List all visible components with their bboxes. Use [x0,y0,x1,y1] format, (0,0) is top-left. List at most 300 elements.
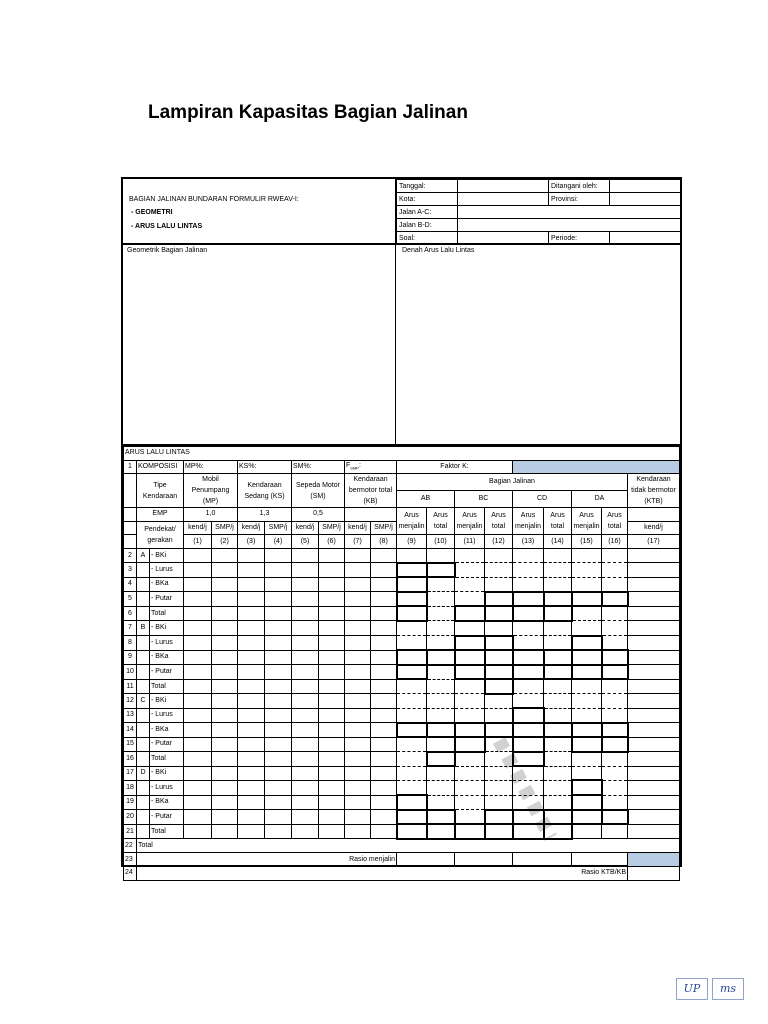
bagian-cell[interactable] [602,577,628,592]
flow-cell[interactable] [212,780,238,795]
flow-cell[interactable] [212,810,238,825]
flow-cell[interactable] [345,795,371,810]
bagian-cell[interactable] [544,650,572,665]
bagian-cell[interactable] [572,737,602,752]
bagian-cell[interactable] [544,795,572,810]
bagian-cell[interactable] [513,679,544,694]
flow-cell[interactable] [371,650,397,665]
bagian-cell[interactable] [485,810,513,825]
ktb-cell[interactable] [628,723,680,738]
bagian-cell[interactable] [572,708,602,723]
bagian-cell[interactable] [602,694,628,708]
flow-cell[interactable] [184,621,212,636]
bagian-cell[interactable] [455,723,485,738]
bagian-cell[interactable] [485,606,513,621]
flow-cell[interactable] [371,621,397,636]
bagian-cell[interactable] [427,780,455,795]
flow-cell[interactable] [292,606,319,621]
ktb-cell[interactable] [628,606,680,621]
bagian-cell[interactable] [544,679,572,694]
bagian-cell[interactable] [602,548,628,562]
flow-cell[interactable] [265,679,292,694]
bagian-cell[interactable] [572,824,602,839]
bagian-cell[interactable] [544,708,572,723]
bagian-cell[interactable] [455,577,485,592]
flow-cell[interactable] [345,548,371,562]
bagian-cell[interactable] [455,621,485,636]
flow-cell[interactable] [292,810,319,825]
flow-cell[interactable] [319,824,345,839]
bagian-cell[interactable] [397,563,427,578]
flow-cell[interactable] [345,810,371,825]
ktb-cell[interactable] [628,824,680,839]
bagian-cell[interactable] [544,563,572,578]
flow-cell[interactable] [319,723,345,738]
bagian-cell[interactable] [485,824,513,839]
flow-cell[interactable] [184,766,212,780]
ktb-cell[interactable] [628,665,680,680]
bagian-cell[interactable] [544,737,572,752]
bagian-cell[interactable] [427,708,455,723]
flow-cell[interactable] [265,737,292,752]
bagian-cell[interactable] [455,737,485,752]
flow-cell[interactable] [184,780,212,795]
bagian-cell[interactable] [485,636,513,651]
flow-cell[interactable] [265,636,292,651]
bagian-cell[interactable] [572,766,602,780]
flow-cell[interactable] [371,737,397,752]
flow-cell[interactable] [319,752,345,767]
bagian-cell[interactable] [544,548,572,562]
flow-cell[interactable] [292,694,319,708]
flow-cell[interactable] [319,766,345,780]
bagian-cell[interactable] [544,752,572,767]
flow-cell[interactable] [292,621,319,636]
flow-cell[interactable] [319,810,345,825]
bagian-cell[interactable] [572,665,602,680]
panel-geometrik[interactable] [123,245,396,444]
flow-cell[interactable] [345,723,371,738]
flow-cell[interactable] [371,795,397,810]
flow-cell[interactable] [212,665,238,680]
bagian-cell[interactable] [485,650,513,665]
bagian-cell[interactable] [455,592,485,607]
flow-cell[interactable] [184,548,212,562]
bagian-cell[interactable] [455,780,485,795]
bagian-cell[interactable] [397,636,427,651]
bagian-cell[interactable] [544,621,572,636]
bagian-cell[interactable] [397,694,427,708]
field-jalan-bd[interactable] [458,219,682,232]
bagian-cell[interactable] [485,780,513,795]
flow-cell[interactable] [345,780,371,795]
rasio-da[interactable] [572,853,628,867]
bagian-cell[interactable] [455,650,485,665]
bagian-cell[interactable] [427,766,455,780]
bagian-cell[interactable] [397,810,427,825]
flow-cell[interactable] [345,679,371,694]
rasio-ab[interactable] [397,853,455,867]
flow-cell[interactable] [212,766,238,780]
flow-cell[interactable] [292,548,319,562]
flow-cell[interactable] [265,694,292,708]
bagian-cell[interactable] [513,548,544,562]
flow-cell[interactable] [292,780,319,795]
ktb-cell[interactable] [628,679,680,694]
flow-cell[interactable] [184,592,212,607]
bagian-cell[interactable] [485,563,513,578]
rasio-ktb-value[interactable] [628,867,680,881]
bagian-cell[interactable] [397,650,427,665]
field-ditangani[interactable] [610,180,682,193]
bagian-cell[interactable] [485,577,513,592]
bagian-cell[interactable] [602,563,628,578]
bagian-cell[interactable] [427,694,455,708]
bagian-cell[interactable] [397,737,427,752]
bagian-cell[interactable] [572,752,602,767]
flow-cell[interactable] [212,592,238,607]
bagian-cell[interactable] [427,679,455,694]
flow-cell[interactable] [184,606,212,621]
flow-cell[interactable] [265,795,292,810]
flow-cell[interactable] [292,766,319,780]
flow-cell[interactable] [371,694,397,708]
bagian-cell[interactable] [572,723,602,738]
flow-cell[interactable] [184,810,212,825]
flow-cell[interactable] [184,577,212,592]
bagian-cell[interactable] [427,592,455,607]
flow-cell[interactable] [265,592,292,607]
flow-cell[interactable] [292,752,319,767]
flow-cell[interactable] [238,650,265,665]
flow-cell[interactable] [238,723,265,738]
flow-cell[interactable] [371,824,397,839]
flow-cell[interactable] [345,752,371,767]
bagian-cell[interactable] [397,723,427,738]
flow-cell[interactable] [345,824,371,839]
flow-cell[interactable] [184,636,212,651]
field-jalan-ac[interactable] [458,206,682,219]
flow-cell[interactable] [238,752,265,767]
flow-cell[interactable] [292,679,319,694]
bagian-cell[interactable] [513,563,544,578]
flow-cell[interactable] [319,679,345,694]
flow-cell[interactable] [319,636,345,651]
bagian-cell[interactable] [427,810,455,825]
flow-cell[interactable] [371,665,397,680]
bagian-cell[interactable] [602,621,628,636]
flow-cell[interactable] [265,577,292,592]
flow-cell[interactable] [371,679,397,694]
ks-percent[interactable]: KS%: [238,460,292,474]
flow-cell[interactable] [265,606,292,621]
flow-cell[interactable] [371,752,397,767]
flow-cell[interactable] [345,563,371,578]
bagian-cell[interactable] [455,766,485,780]
flow-cell[interactable] [371,708,397,723]
flow-cell[interactable] [212,708,238,723]
ktb-cell[interactable] [628,766,680,780]
flow-cell[interactable] [292,665,319,680]
bagian-cell[interactable] [455,708,485,723]
flow-cell[interactable] [184,665,212,680]
bagian-cell[interactable] [397,752,427,767]
bagian-cell[interactable] [513,592,544,607]
bagian-cell[interactable] [455,694,485,708]
flow-cell[interactable] [371,723,397,738]
bagian-cell[interactable] [513,665,544,680]
bagian-cell[interactable] [427,577,455,592]
flow-cell[interactable] [319,606,345,621]
flow-cell[interactable] [319,795,345,810]
field-provinsi[interactable] [610,193,682,206]
flow-cell[interactable] [345,665,371,680]
flow-cell[interactable] [319,650,345,665]
flow-cell[interactable] [184,795,212,810]
flow-cell[interactable] [371,577,397,592]
bagian-cell[interactable] [427,752,455,767]
bagian-cell[interactable] [485,665,513,680]
bagian-cell[interactable] [513,694,544,708]
bagian-cell[interactable] [485,592,513,607]
flow-cell[interactable] [345,708,371,723]
bagian-cell[interactable] [397,592,427,607]
flow-cell[interactable] [319,694,345,708]
bagian-cell[interactable] [455,752,485,767]
ktb-cell[interactable] [628,752,680,767]
ktb-cell[interactable] [628,708,680,723]
ktb-cell[interactable] [628,780,680,795]
flow-cell[interactable] [238,737,265,752]
flow-cell[interactable] [292,824,319,839]
bagian-cell[interactable] [427,795,455,810]
flow-cell[interactable] [212,679,238,694]
bagian-cell[interactable] [485,723,513,738]
flow-cell[interactable] [345,737,371,752]
bagian-cell[interactable] [572,621,602,636]
flow-cell[interactable] [345,636,371,651]
flow-cell[interactable] [265,548,292,562]
field-kota[interactable] [458,193,549,206]
flow-cell[interactable] [345,766,371,780]
bagian-cell[interactable] [602,824,628,839]
bagian-cell[interactable] [455,795,485,810]
bagian-cell[interactable] [397,824,427,839]
bagian-cell[interactable] [485,795,513,810]
bagian-cell[interactable] [572,694,602,708]
bagian-cell[interactable] [544,780,572,795]
flow-cell[interactable] [345,621,371,636]
bagian-cell[interactable] [397,665,427,680]
flow-cell[interactable] [212,650,238,665]
faktor-k[interactable]: Faktor K: [397,460,513,474]
ktb-cell[interactable] [628,810,680,825]
bagian-cell[interactable] [544,592,572,607]
bagian-cell[interactable] [602,636,628,651]
bagian-cell[interactable] [427,824,455,839]
bagian-cell[interactable] [455,563,485,578]
flow-cell[interactable] [238,766,265,780]
flow-cell[interactable] [212,621,238,636]
bagian-cell[interactable] [572,780,602,795]
flow-cell[interactable] [265,780,292,795]
flow-cell[interactable] [238,548,265,562]
flow-cell[interactable] [371,606,397,621]
bagian-cell[interactable] [427,606,455,621]
flow-cell[interactable] [212,636,238,651]
flow-cell[interactable] [265,665,292,680]
bagian-cell[interactable] [602,795,628,810]
bagian-cell[interactable] [455,824,485,839]
ktb-cell[interactable] [628,563,680,578]
flow-cell[interactable] [345,694,371,708]
flow-cell[interactable] [212,795,238,810]
ktb-cell[interactable] [628,577,680,592]
ktb-cell[interactable] [628,548,680,562]
flow-cell[interactable] [265,723,292,738]
flow-cell[interactable] [319,737,345,752]
bagian-cell[interactable] [513,577,544,592]
flow-cell[interactable] [184,752,212,767]
bagian-cell[interactable] [544,723,572,738]
flow-cell[interactable] [292,723,319,738]
flow-cell[interactable] [212,606,238,621]
flow-cell[interactable] [265,650,292,665]
flow-cell[interactable] [184,679,212,694]
flow-cell[interactable] [371,592,397,607]
field-tanggal[interactable] [458,180,549,193]
bagian-cell[interactable] [572,563,602,578]
bagian-cell[interactable] [455,606,485,621]
flow-cell[interactable] [238,824,265,839]
flow-cell[interactable] [319,780,345,795]
bagian-cell[interactable] [572,606,602,621]
bagian-cell[interactable] [485,694,513,708]
bagian-cell[interactable] [513,650,544,665]
flow-cell[interactable] [292,708,319,723]
bagian-cell[interactable] [602,810,628,825]
bagian-cell[interactable] [485,679,513,694]
bagian-cell[interactable] [602,679,628,694]
bagian-cell[interactable] [455,548,485,562]
flow-cell[interactable] [238,621,265,636]
bagian-cell[interactable] [544,606,572,621]
flow-cell[interactable] [371,810,397,825]
bagian-cell[interactable] [427,636,455,651]
bagian-cell[interactable] [572,592,602,607]
bagian-cell[interactable] [397,780,427,795]
bagian-cell[interactable] [485,548,513,562]
flow-cell[interactable] [238,636,265,651]
bagian-cell[interactable] [397,606,427,621]
bagian-cell[interactable] [455,679,485,694]
flow-cell[interactable] [319,665,345,680]
bagian-cell[interactable] [602,780,628,795]
flow-cell[interactable] [292,636,319,651]
bagian-cell[interactable] [572,679,602,694]
flow-cell[interactable] [371,780,397,795]
flow-cell[interactable] [238,810,265,825]
flow-cell[interactable] [212,723,238,738]
flow-cell[interactable] [292,577,319,592]
bagian-cell[interactable] [602,723,628,738]
bagian-cell[interactable] [544,766,572,780]
sm-percent[interactable]: SM%: [292,460,345,474]
bagian-cell[interactable] [602,592,628,607]
flow-cell[interactable] [319,708,345,723]
ktb-cell[interactable] [628,737,680,752]
bagian-cell[interactable] [397,621,427,636]
bagian-cell[interactable] [397,679,427,694]
flow-cell[interactable] [238,606,265,621]
bagian-cell[interactable] [397,548,427,562]
flow-cell[interactable] [292,737,319,752]
bagian-cell[interactable] [397,577,427,592]
bagian-cell[interactable] [602,737,628,752]
flow-cell[interactable] [265,621,292,636]
rasio-cd[interactable] [513,853,572,867]
bagian-cell[interactable] [513,606,544,621]
flow-cell[interactable] [238,694,265,708]
flow-cell[interactable] [345,592,371,607]
flow-cell[interactable] [345,650,371,665]
bagian-cell[interactable] [602,665,628,680]
mp-percent[interactable]: MP%: [184,460,238,474]
flow-cell[interactable] [371,636,397,651]
bagian-cell[interactable] [513,737,544,752]
ktb-cell[interactable] [628,592,680,607]
flow-cell[interactable] [371,563,397,578]
bagian-cell[interactable] [513,708,544,723]
flow-cell[interactable] [265,824,292,839]
flow-cell[interactable] [292,563,319,578]
flow-cell[interactable] [292,592,319,607]
bagian-cell[interactable] [544,636,572,651]
flow-cell[interactable] [184,563,212,578]
bagian-cell[interactable] [455,810,485,825]
flow-cell[interactable] [292,795,319,810]
bagian-cell[interactable] [397,708,427,723]
flow-cell[interactable] [265,810,292,825]
bagian-cell[interactable] [572,636,602,651]
flow-cell[interactable] [345,606,371,621]
flow-cell[interactable] [238,708,265,723]
bagian-cell[interactable] [544,665,572,680]
bagian-cell[interactable] [572,548,602,562]
flow-cell[interactable] [371,548,397,562]
bagian-cell[interactable] [485,708,513,723]
flow-cell[interactable] [292,650,319,665]
flow-cell[interactable] [319,563,345,578]
flow-cell[interactable] [265,766,292,780]
ktb-cell[interactable] [628,636,680,651]
flow-cell[interactable] [238,679,265,694]
rasio-bc[interactable] [455,853,513,867]
bagian-cell[interactable] [485,621,513,636]
flow-cell[interactable] [184,824,212,839]
ktb-cell[interactable] [628,795,680,810]
flow-cell[interactable] [238,780,265,795]
bagian-cell[interactable] [397,795,427,810]
flow-cell[interactable] [212,752,238,767]
bagian-cell[interactable] [397,766,427,780]
bagian-cell[interactable] [544,694,572,708]
bagian-cell[interactable] [513,723,544,738]
bagian-cell[interactable] [602,766,628,780]
ktb-cell[interactable] [628,621,680,636]
bagian-cell[interactable] [455,665,485,680]
flow-cell[interactable] [319,577,345,592]
